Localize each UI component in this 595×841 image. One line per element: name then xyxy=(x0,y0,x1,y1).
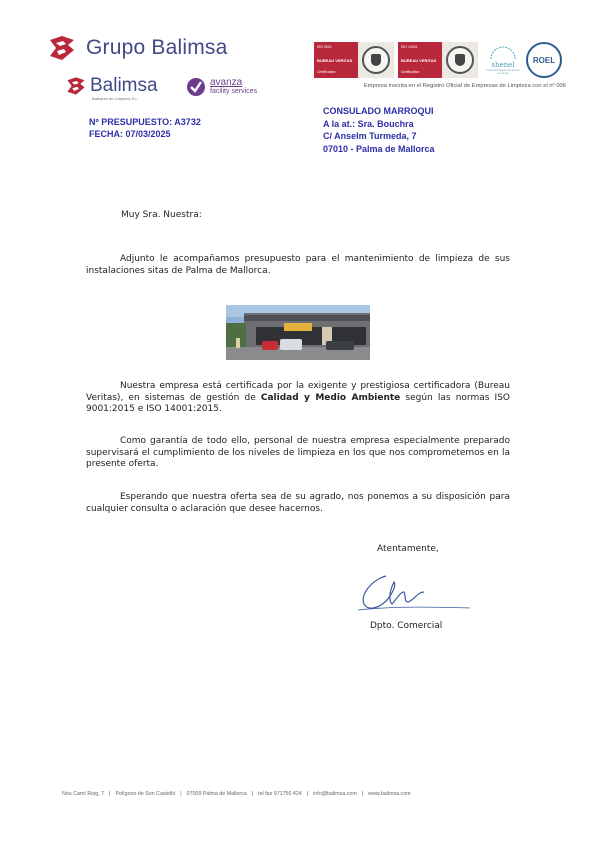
cert-code: ISO 9001 xyxy=(317,45,332,49)
iso-9001-badge xyxy=(314,42,394,78)
footer-separator: | xyxy=(306,791,309,797)
footer xyxy=(62,791,411,797)
recipient-attention: A la at.: Sra. Bouchra xyxy=(323,118,414,129)
paragraph-guarantee-text: Como garantía de todo ello, personal de nuestra empresa especialmente preparado supervisará el cumplimiento de los niveles de limpieza en los que nos comprometemos en la presente oferta. xyxy=(86,436,510,470)
paragraph-certification-text-a: Nuestra empresa está certificada por la exigente y prestigiosa certificadora (Bureau Veritas), en sistemas de gestión de xyxy=(86,381,510,403)
footer-separator: | xyxy=(251,791,254,797)
partner-subtitle: facility services xyxy=(210,88,258,95)
iso-14001-badge xyxy=(398,42,478,78)
shenel-arc-icon xyxy=(488,44,518,60)
balimsa-logo xyxy=(64,75,158,101)
cert-code: ISO 14001 xyxy=(401,45,418,49)
recipient-name: CONSULADO MARROQUI xyxy=(323,106,434,116)
cert-issuer: BUREAU VERITAS xyxy=(317,57,353,63)
quote-meta xyxy=(89,117,201,140)
partner-name: avanza xyxy=(210,77,243,88)
cert-issuer: BUREAU VERITAS xyxy=(401,57,437,63)
company-subtitle: Baleares de Limpieza S.L. xyxy=(92,96,139,101)
quote-number: Nº PRESUPUESTO: A3732 xyxy=(89,117,201,127)
quote-date: FECHA: 07/03/2025 xyxy=(89,128,171,139)
paragraph-intro-text: Adjunto le acompañamos presupuesto para el mantenimiento de limpieza de sus instalaciones sitas de Palma de Mallorca. xyxy=(86,254,510,276)
recipient-street: C/ Anselm Turmeda, 7 xyxy=(323,131,417,141)
paragraph-guarantee xyxy=(86,436,510,471)
department-signature: Dpto. Comercial xyxy=(370,621,443,631)
recipient-city: 07010 - Palma de Mallorca xyxy=(323,143,435,154)
cert-label: Certification xyxy=(317,70,336,74)
balimsa-b-small-icon xyxy=(64,76,88,96)
paragraph-certification-text-b: según las normas ISO 9001:2015 e ISO 14001:2015. xyxy=(86,392,510,415)
footer-separator: | xyxy=(180,791,182,797)
balimsa-b-icon xyxy=(46,34,78,62)
bureau-veritas-seal-icon xyxy=(362,46,390,74)
company-name: Balimsa xyxy=(90,75,158,96)
quality-environment-highlight: Calidad y Medio Ambiente xyxy=(260,392,401,403)
grupo-balimsa-logo xyxy=(46,34,228,62)
cert-label: Certification xyxy=(401,70,420,74)
footer-phone: tel fax 971750 424 xyxy=(258,791,302,797)
footer-separator: | xyxy=(109,791,111,797)
footer-estate: Polígono de Son Castelló xyxy=(115,791,176,797)
paragraph-intro xyxy=(86,254,510,277)
footer-address: Nou Camí Roig, 7 xyxy=(62,791,105,797)
closing-greeting: Atentamente, xyxy=(377,544,439,554)
building-photo xyxy=(226,305,370,360)
footer-separator: | xyxy=(361,791,364,797)
registry-note: Empresa inscrita en el Registro Oficial de Empresas de Limpieza con el nº 006 xyxy=(363,83,566,89)
shenel-subtitle: Asociación Balear d'Empreses de Neteja xyxy=(486,69,520,75)
recipient-block xyxy=(323,105,435,155)
avanza-logo xyxy=(186,77,257,97)
bureau-veritas-seal-icon xyxy=(446,46,474,74)
signature xyxy=(354,570,474,618)
salutation: Muy Sra. Nuestra: xyxy=(121,210,202,220)
paragraph-closing-text: Esperando que nuestra oferta sea de su agrado, nos ponemos a su disposición para cualquier consulta o aclaración que desee hacernos. xyxy=(86,492,510,514)
footer-email-link[interactable]: info@balimsa.com xyxy=(313,791,357,797)
roel-logo xyxy=(526,42,562,78)
avanza-check-icon xyxy=(186,77,206,97)
paragraph-closing xyxy=(86,492,510,515)
paragraph-certification xyxy=(86,381,510,416)
shenel-logo xyxy=(486,44,520,75)
shenel-name: shenel xyxy=(491,61,515,69)
group-name: Grupo Balimsa xyxy=(86,36,228,59)
footer-web-link[interactable]: www.balimsa.com xyxy=(368,791,411,797)
footer-city: 07009 Palma de Mallorca xyxy=(186,791,247,797)
roel-name: ROEL xyxy=(532,55,556,65)
